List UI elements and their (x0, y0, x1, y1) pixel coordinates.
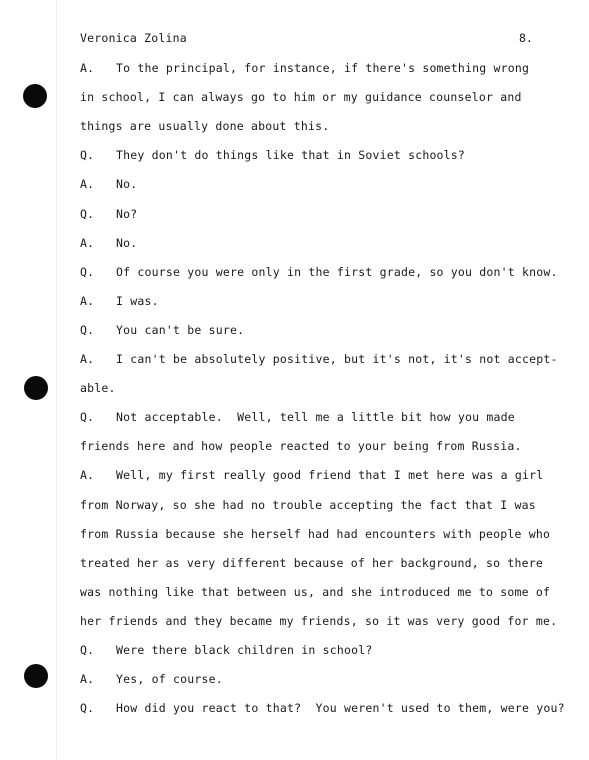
line-text: You can't be sure. (116, 322, 245, 337)
speaker-label: A. (80, 468, 95, 483)
punch-hole (24, 376, 48, 400)
line-text: was nothing like that between us, and she introduced me to some of (80, 584, 551, 599)
transcript-line (80, 265, 558, 279)
line-text: They don't do things like that in Soviet schools? (116, 148, 466, 163)
line-text: Not acceptable. Well, tell me a little bit how you made (116, 410, 515, 425)
line-text: from Norway, so she had no trouble accepting the fact that I was (80, 497, 536, 512)
line-text: her friends and they became my friends, so it was very good for me. (80, 613, 558, 628)
line-text: I was. (116, 293, 159, 308)
transcript-line (80, 90, 522, 104)
speaker-label: Q. (80, 322, 95, 337)
transcript-line (80, 61, 529, 75)
transcript-line (80, 439, 522, 453)
transcript-line (80, 701, 565, 715)
line-text: from Russia because she herself had had encounters with people who (80, 526, 551, 541)
line-text: No. (116, 177, 138, 192)
transcript-line (80, 672, 223, 686)
line-text: Were there black children in school? (116, 643, 373, 657)
transcript-line (80, 236, 137, 250)
speaker-label: Q. (80, 643, 95, 657)
line-text: Yes, of course. (116, 672, 223, 687)
line-text: No? (116, 206, 138, 221)
speaker-label: A. (80, 293, 95, 308)
punch-hole (24, 664, 48, 688)
page-number: 8. (519, 31, 533, 45)
transcript-line (80, 498, 536, 512)
transcript-line (80, 294, 159, 308)
transcript-line (80, 381, 116, 395)
line-text: To the principal, for instance, if there's something wrong (116, 61, 530, 75)
line-text: in school, I can always go to him or my guidance counselor and (80, 90, 522, 105)
speaker-label: Q. (80, 264, 95, 279)
line-text: I can't be absolutely positive, but it's not, it's not accept- (116, 352, 558, 366)
speaker-label: Q. (80, 206, 95, 221)
line-text: treated her as very different because of her background, so there (80, 555, 544, 570)
speaker-label: A. (80, 177, 95, 192)
line-text: How did you react to that? You weren't used to them, were you? (116, 701, 565, 716)
line-text: friends here and how people reacted to your being from Russia. (80, 439, 522, 454)
transcript-line (80, 643, 372, 657)
line-text: things are usually done about this. (80, 119, 330, 134)
transcript-line (80, 585, 550, 599)
transcript-line (80, 352, 558, 366)
speaker-label: A. (80, 235, 95, 250)
interviewee-name: Veronica Zolina (80, 31, 187, 45)
line-text: able. (80, 381, 116, 396)
line-text: No. (116, 235, 138, 250)
transcript-line (80, 410, 515, 424)
speaker-label: A. (80, 61, 95, 75)
speaker-label: Q. (80, 148, 95, 163)
punch-hole (23, 84, 47, 108)
transcript-line (80, 556, 543, 570)
transcript-line (80, 207, 137, 221)
speaker-label: Q. (80, 410, 95, 425)
line-text: Well, my first really good friend that I met here was a girl (116, 468, 544, 483)
speaker-label: A. (80, 672, 95, 687)
transcript-line (80, 468, 543, 482)
transcript-line (80, 177, 137, 191)
speaker-label: Q. (80, 701, 95, 716)
transcript-line (80, 323, 244, 337)
speaker-label: A. (80, 352, 95, 366)
margin-line (56, 0, 57, 760)
line-text: Of course you were only in the first grade, so you don't know. (116, 264, 558, 279)
transcript-line (80, 148, 465, 162)
transcript-line (80, 119, 329, 133)
transcript-line (80, 614, 557, 628)
transcript-line (80, 527, 550, 541)
